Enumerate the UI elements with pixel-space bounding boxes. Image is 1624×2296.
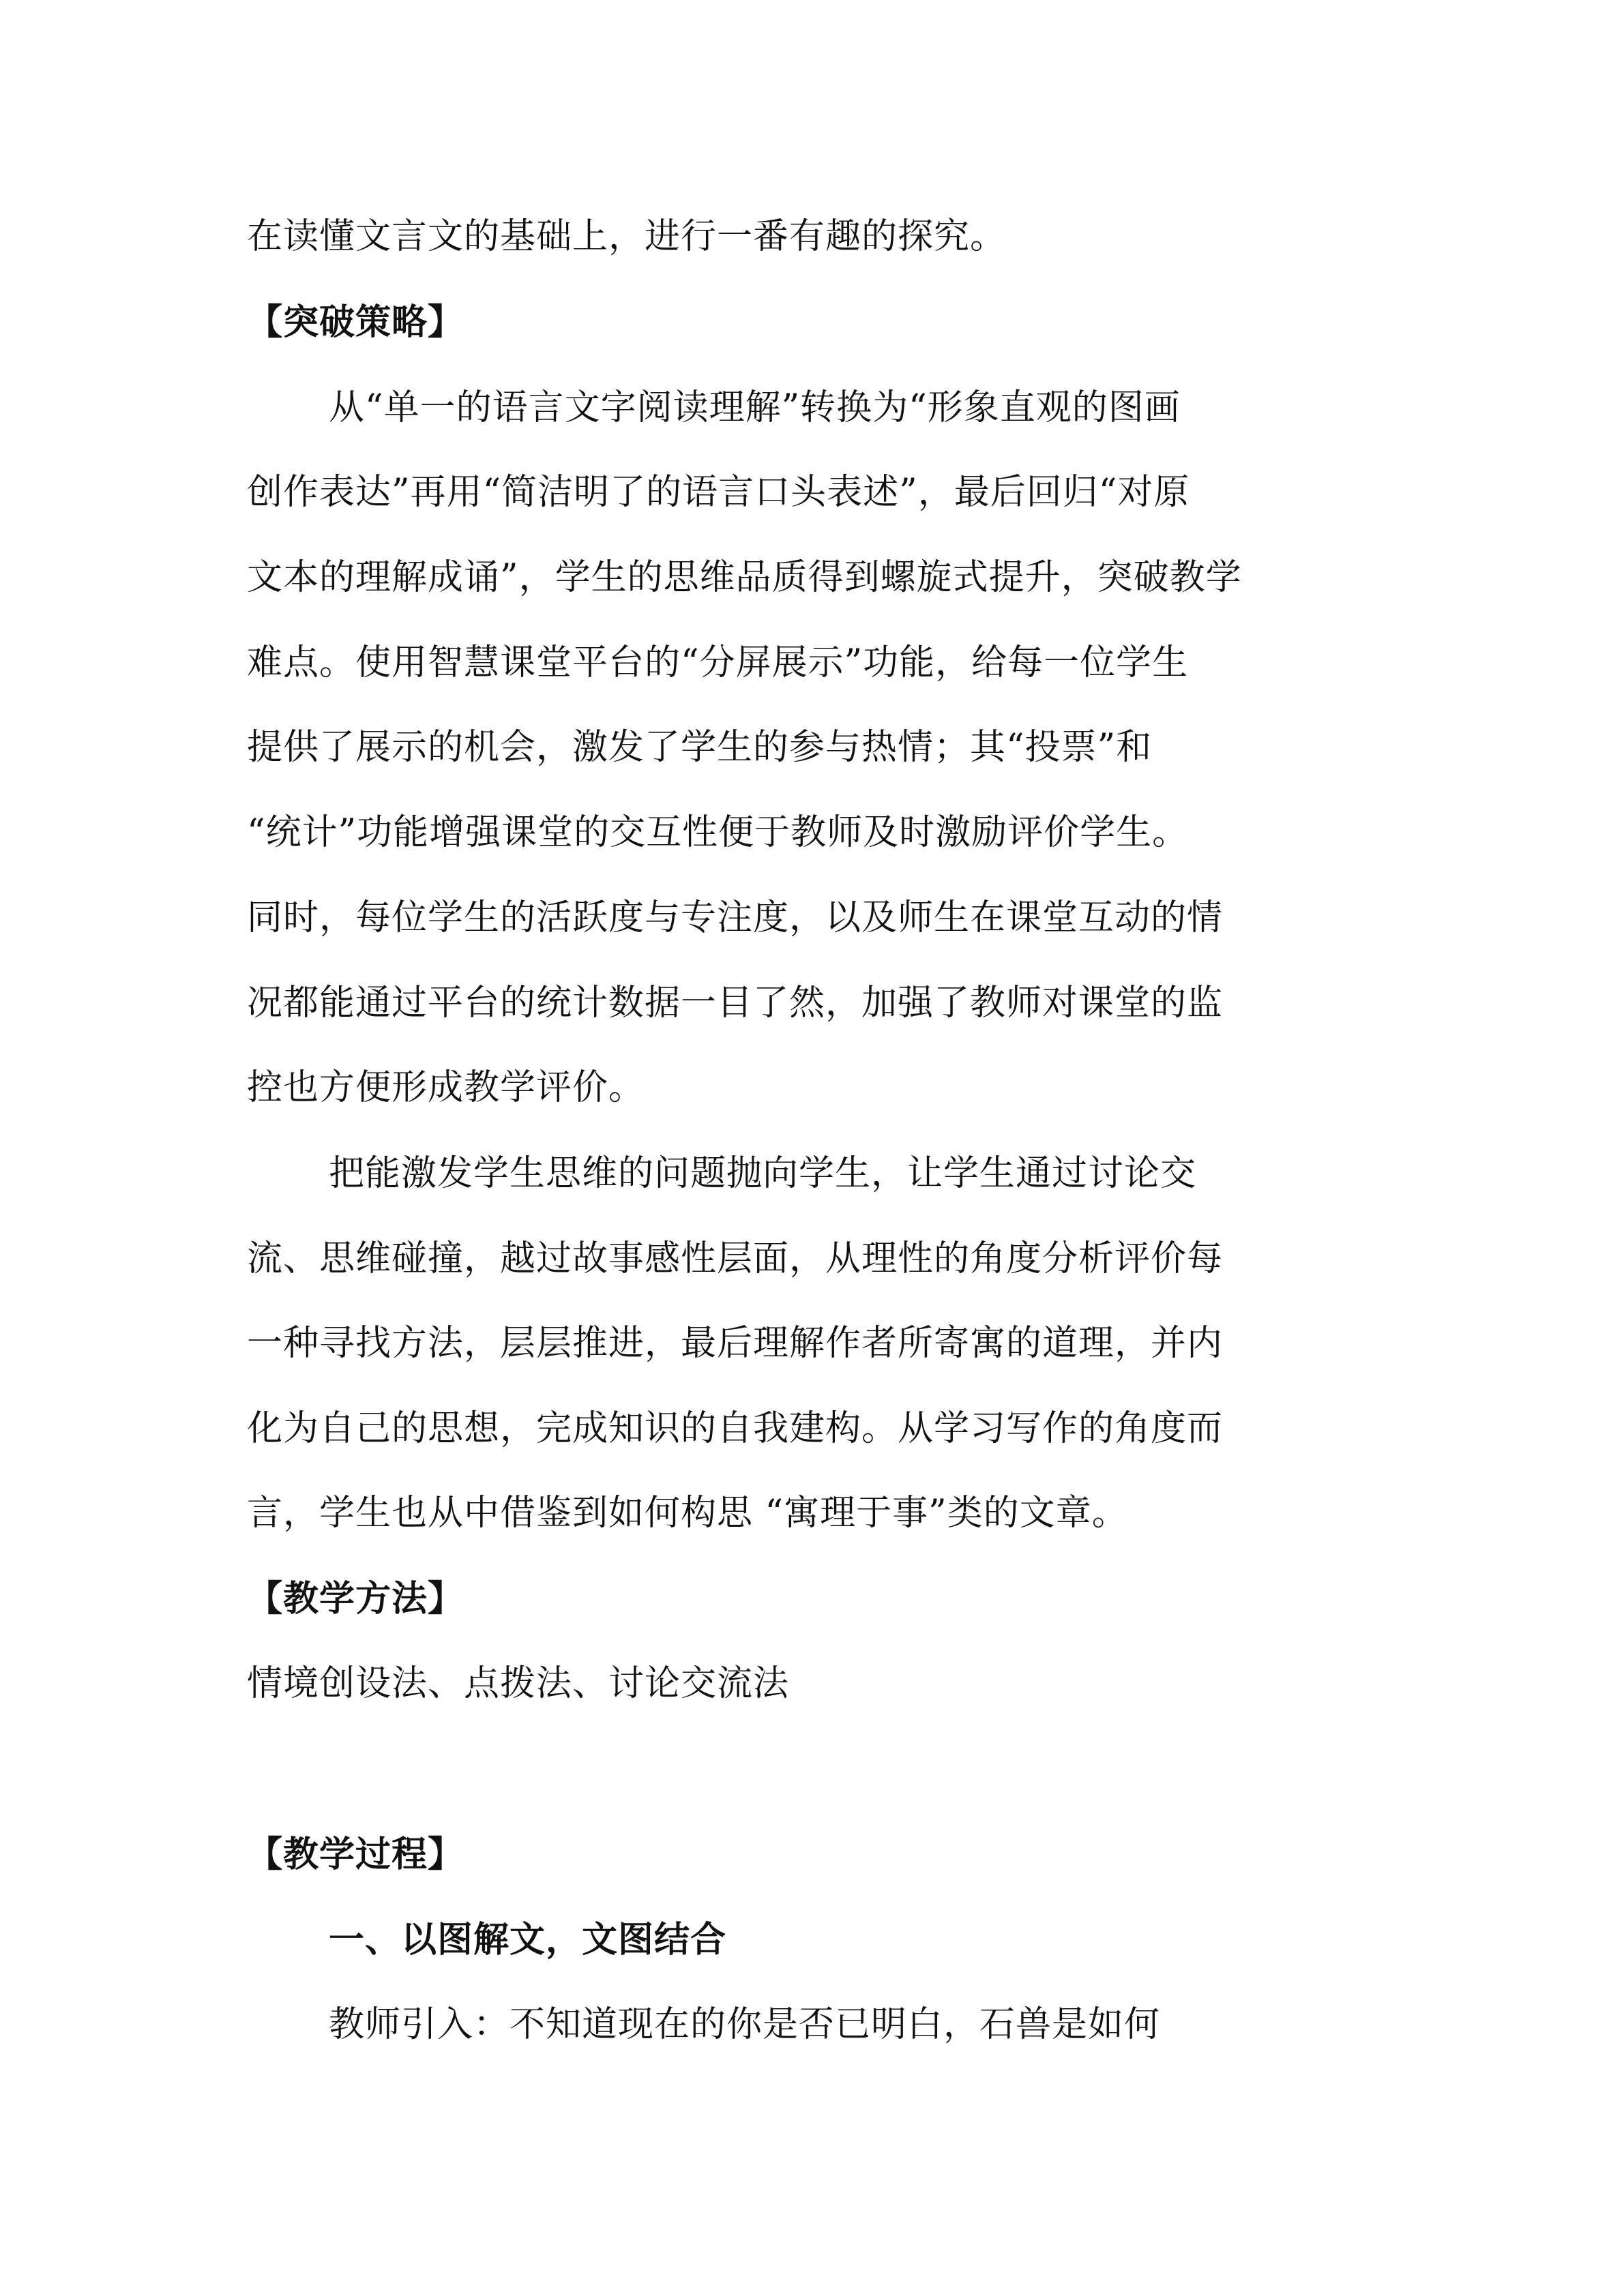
body-text-line: 提供了展示的机会，激发了学生的参与热情；其“投票”和 xyxy=(247,727,1153,768)
body-text-line: 一种寻找方法，层层推进，最后理解作者所寄寓的道理，并内 xyxy=(247,1323,1224,1364)
body-text-line: 言，学生也从中借鉴到如何构思 “寓理于事”类的文章。 xyxy=(247,1493,1128,1534)
body-text-line: “统计”功能增强课堂的交互性便于教师及时激励评价学生。 xyxy=(247,812,1189,853)
body-text-line: 把能激发学生思维的问题抛向学生，让学生通过讨论交 xyxy=(329,1153,1197,1194)
body-text-line: 化为自己的思想，完成知识的自我建构。从学习写作的角度而 xyxy=(247,1408,1224,1449)
section-heading-process: 【教学过程】 xyxy=(247,1834,464,1875)
body-text-line: 难点。使用智慧课堂平台的“分屏展示”功能，给每一位学生 xyxy=(247,642,1189,683)
body-text-line: 流、思维碰撞，越过故事感性层面，从理性的角度分析评价每 xyxy=(247,1238,1224,1279)
section-heading-strategy: 【突破策略】 xyxy=(247,302,464,343)
body-text-line: 在读懂文言文的基础上，进行一番有趣的探究。 xyxy=(247,216,1007,257)
body-text-line: 情境创设法、点拨法、讨论交流法 xyxy=(247,1663,790,1704)
section-heading-method: 【教学方法】 xyxy=(247,1579,464,1620)
body-text-line: 创作表达”再用“简洁明了的语言口头表述”，最后回归“对原 xyxy=(247,472,1190,513)
body-text-line: 教师引入：不知道现在的你是否已明白，石兽是如何 xyxy=(329,2004,1161,2045)
body-text-line: 从“单一的语言文字阅读理解”转换为“形象直观的图画 xyxy=(329,387,1181,428)
body-text-line: 况都能通过平台的统计数据一目了然，加强了教师对课堂的监 xyxy=(247,983,1224,1024)
subsection-heading: 一、以图解文，文图结合 xyxy=(329,1920,727,1960)
body-text-line: 同时，每位学生的活跃度与专注度，以及师生在课堂互动的情 xyxy=(247,897,1224,938)
body-text-line: 控也方便形成教学评价。 xyxy=(247,1067,645,1108)
body-text-line: 文本的理解成诵”，学生的思维品质得到螺旋式提升，突破教学 xyxy=(247,557,1242,598)
